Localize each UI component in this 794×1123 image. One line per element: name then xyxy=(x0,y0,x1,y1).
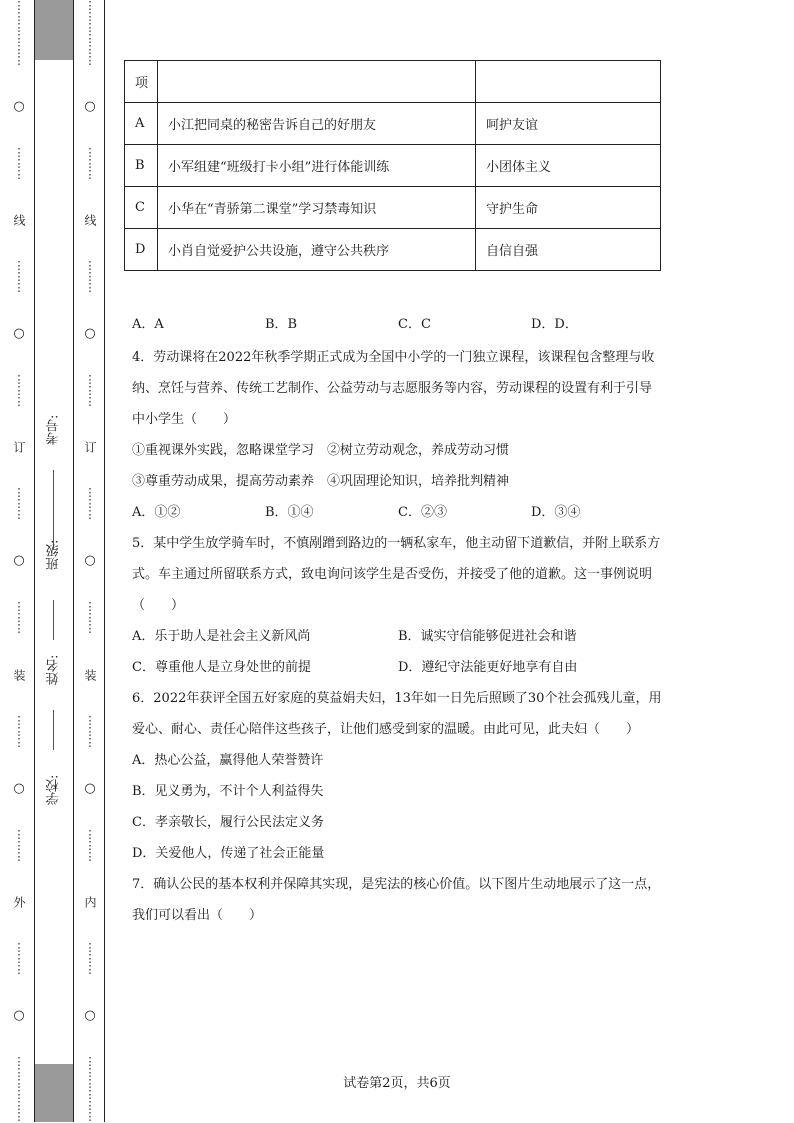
outer-binding-column: ⋮ ⋮ ⋮ ⋮ ⋮ ⋮ ○ ⋮ ⋮ ⋮ 线 ⋮ ⋮ ⋮ ○ ⋮ ⋮ ⋮ 订 ⋮ ⋮ ⋮ ○ ⋮ ⋮ ⋮ 装 ⋮ ⋮ ⋮ ○ ⋮ ⋮ ⋮ 外 ⋮ ⋮ ⋮ ○ ⋮ ⋮ ⋮ ⋮ ⋮ ⋮ xyxy=(12,0,26,1123)
binding-circle: ○ xyxy=(13,99,25,115)
option-c: C．C xyxy=(398,317,431,332)
binding-circle: ○ xyxy=(84,780,96,796)
table-row: C 小华在“青骄第二课堂”学习禁毒知识 守护生命 xyxy=(125,187,661,229)
option-d: D．③④ xyxy=(531,505,581,520)
binding-circle: ○ xyxy=(13,326,25,342)
question-6 xyxy=(124,683,664,745)
option-d: D．D． xyxy=(531,317,578,332)
binding-char: 内 xyxy=(83,895,97,908)
binding-char: 装 xyxy=(12,668,26,681)
q5-options-row2 xyxy=(124,652,664,683)
table-row: B 小军组建“班级打卡小组”进行体能训练 小团体主义 xyxy=(125,145,661,187)
name-label: 姓名: xyxy=(46,654,62,686)
binding-char: 装 xyxy=(83,668,97,681)
question-4 xyxy=(124,342,664,497)
binding-char: 线 xyxy=(83,214,97,227)
school-label: 学校: xyxy=(46,774,62,806)
binding-circle: ○ xyxy=(84,553,96,569)
page-footer: 试卷第2页，共6页 xyxy=(343,1076,451,1091)
binding-char: 线 xyxy=(12,214,26,227)
inner-binding-column: ⋮ ⋮ ⋮ ⋮ ⋮ ⋮ ○ ⋮ ⋮ ⋮ 线 ⋮ ⋮ ⋮ ○ ⋮ ⋮ ⋮ 订 ⋮ ⋮ ⋮ ○ ⋮ ⋮ ⋮ 装 ⋮ ⋮ ⋮ ○ ⋮ ⋮ ⋮ 内 ⋮ ⋮ ⋮ ○ ⋮ ⋮ ⋮ ⋮ ⋮ ⋮ xyxy=(83,0,97,1123)
q4-options xyxy=(124,497,664,528)
option-c: C．孝亲敬长，履行公民法定义务 xyxy=(132,815,324,830)
option-c: C．尊重他人是立身处世的前提 xyxy=(132,660,311,675)
question-7 xyxy=(124,869,664,931)
binding-rule xyxy=(104,0,105,1122)
question-stem: 7．确认公民的基本权利并保障其实现，是宪法的核心价值。以下图片生动地展示了这一点，我们可以看出（ ） xyxy=(132,877,661,923)
binding-char: 订 xyxy=(12,441,26,454)
question-stem: 4．劳动课将在2022年秋季学期正式成为全国中小学的一门独立课程，该课程包含整理与收纳、烹饪与营养、传统工艺制作、公益劳动与志愿服务等内容，劳动课程的设置有利于引导中小学生（ ） xyxy=(132,350,655,427)
option-d: D．遵纪守法能更好地享有自由 xyxy=(398,660,578,675)
question-5 xyxy=(124,528,664,621)
class-label: 班级: xyxy=(46,539,62,571)
table-row: A 小江把同桌的秘密告诉自己的好朋友 呵护友谊 xyxy=(125,103,661,145)
statement-line: ③尊重劳动成果，提高劳动素养 ④巩固理论知识，培养批判精神 xyxy=(132,474,510,489)
question-stem: 5．某中学生放学骑车时，不慎剐蹭到路边的一辆私家车，他主动留下道歉信，并附上联系方式。车主通过所留联系方式，致电询问该学生是否受伤，并接受了他的道歉。这一事例说明（ ） xyxy=(132,536,661,613)
question-stem: 6．2022年获评全国五好家庭的莫益娟夫妇，13年如一日先后照顾了30个社会孤残儿童，用爱心、耐心、责任心陪伴这些孩子，让他们感受到家的温暖。由此可见，此夫妇（ ） xyxy=(132,691,662,737)
statement-line: ①重视课外实践，忽略课堂学习 ②树立劳动观念，养成劳动习惯 xyxy=(132,443,510,458)
q5-options-row1 xyxy=(124,621,664,652)
option-b: B．B xyxy=(265,317,298,332)
option-b: B．诚实守信能够促进社会和谐 xyxy=(398,629,577,644)
option-a: A．热心公益，赢得他人荣誉赞许 xyxy=(132,753,324,768)
table-row: D 小肖自觉爱护公共设施，遵守公共秩序 自信自强 xyxy=(125,229,661,271)
option-b: B．见义勇为，不计个人利益得失 xyxy=(132,784,324,799)
binding-char: 外 xyxy=(12,895,26,908)
option-a: A．①② xyxy=(132,505,181,520)
binding-circle: ○ xyxy=(84,326,96,342)
gray-block-top xyxy=(35,0,73,60)
exam-content xyxy=(124,60,664,931)
option-d: D．关爱他人，传递了社会正能量 xyxy=(132,846,325,861)
student-info-band xyxy=(34,0,74,1122)
binding-circle: ○ xyxy=(84,1007,96,1023)
option-table xyxy=(124,60,661,271)
table-row: 项 xyxy=(125,61,661,103)
option-a: A．乐于助人是社会主义新风尚 xyxy=(132,629,311,644)
binding-char: 订 xyxy=(83,441,97,454)
option-b: B．①④ xyxy=(265,505,314,520)
q3-options xyxy=(124,313,664,332)
option-c: C．②③ xyxy=(398,505,447,520)
binding-circle: ○ xyxy=(13,553,25,569)
binding-circle: ○ xyxy=(13,1007,25,1023)
exam-number-label: 考号: xyxy=(46,414,62,446)
binding-circle: ○ xyxy=(13,780,25,796)
binding-circle: ○ xyxy=(84,99,96,115)
option-a: A．A xyxy=(132,317,164,332)
